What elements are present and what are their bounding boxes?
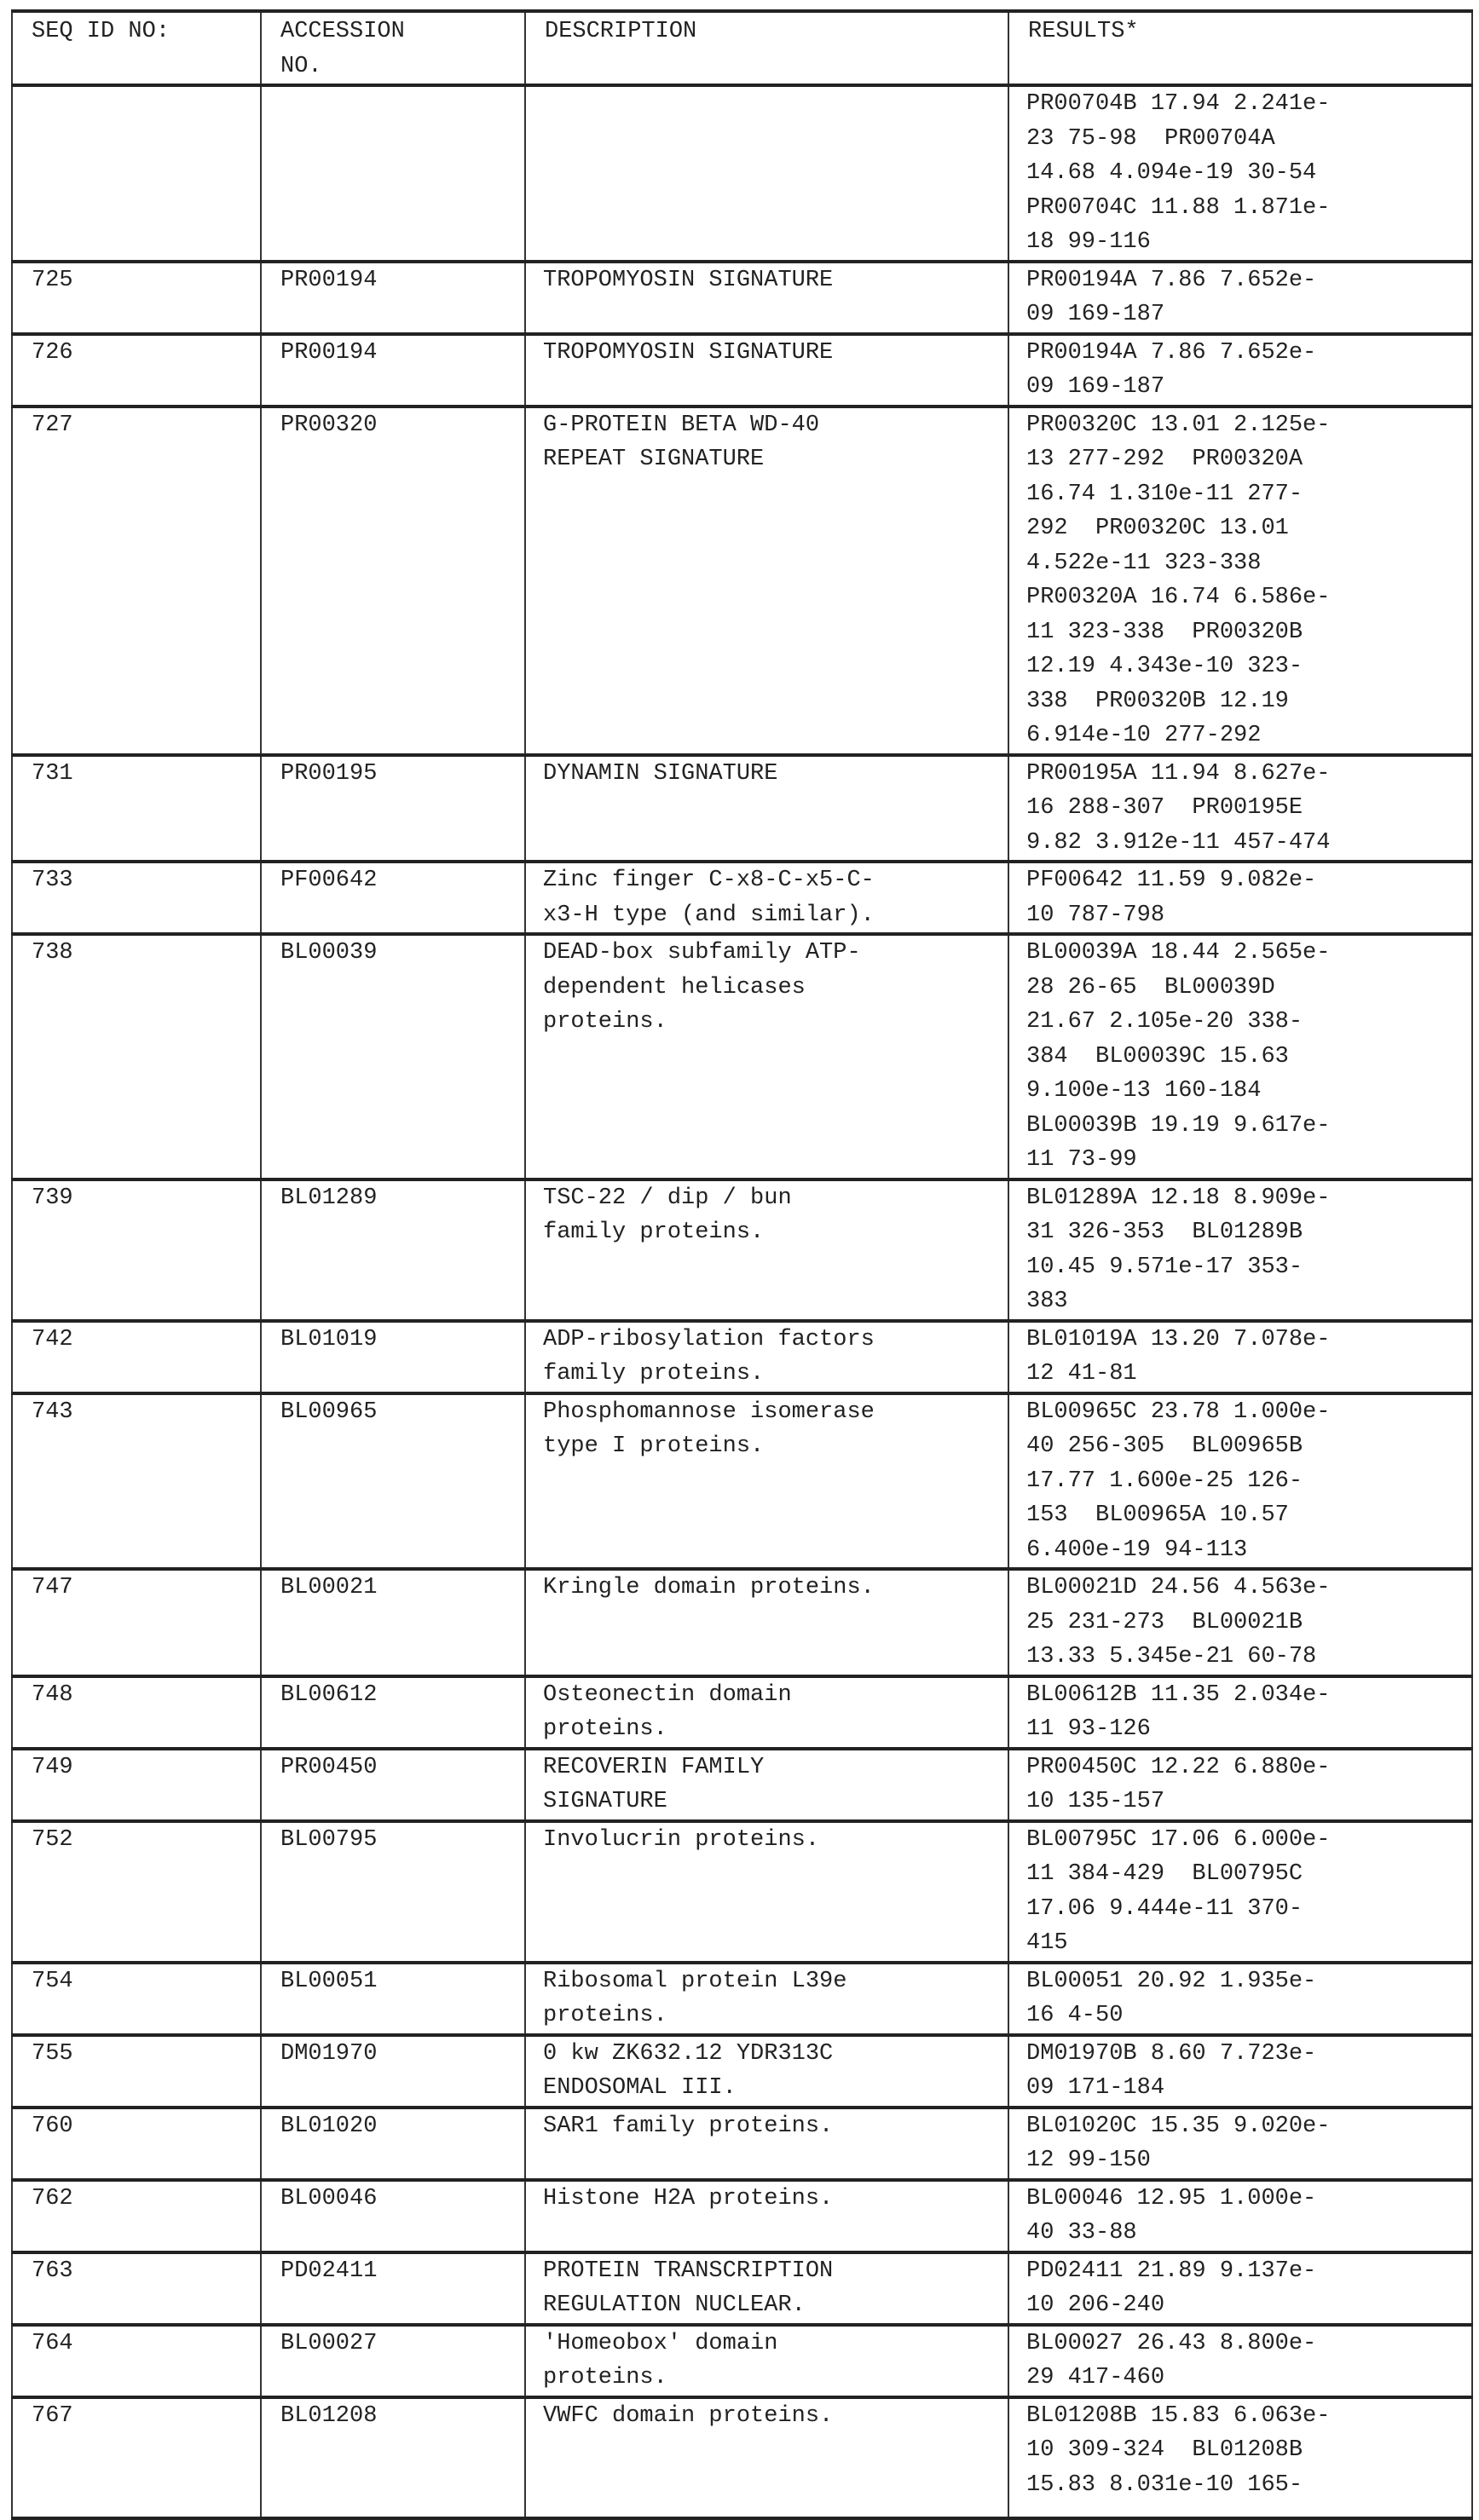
cell-results: BL01019A 13.20 7.078e- 12 41-81 (1008, 1321, 1472, 1393)
table-row (12, 1676, 1472, 1749)
cell-results: BL01020C 15.35 9.020e- 12 99-150 (1008, 2108, 1472, 2180)
cell-seq-id: 742 (12, 1321, 261, 1393)
cell-results: PR00704B 17.94 2.241e- 23 75-98 PR00704A 14.68 4.094e-19 30-54 PR00704C 11.88 1.871e- 18 99-116 (1008, 85, 1472, 262)
table-row (12, 1749, 1472, 1821)
cell-description: VWFC domain proteins. (525, 2397, 1008, 2518)
table-row (12, 755, 1472, 862)
table-row (12, 407, 1472, 755)
cell-seq-id: 731 (12, 755, 261, 862)
cell-accession (261, 85, 525, 262)
cell-results: BL01208B 15.83 6.063e- 10 309-324 BL01208B 15.83 8.031e-10 165- (1008, 2397, 1472, 2518)
sequence-results-table (11, 9, 1473, 2520)
table-row (12, 1963, 1472, 2035)
cell-accession: PR00195 (261, 755, 525, 862)
cell-results: BL00795C 17.06 6.000e- 11 384-429 BL00795C 17.06 9.444e-11 370- 415 (1008, 1821, 1472, 1963)
cell-seq-id: 763 (12, 2252, 261, 2325)
table-row (12, 2180, 1472, 2252)
cell-description: G-PROTEIN BETA WD-40 REPEAT SIGNATURE (525, 407, 1008, 755)
cell-results: PR00195A 11.94 8.627e- 16 288-307 PR00195E 9.82 3.912e-11 457-474 (1008, 755, 1472, 862)
cell-results: PR00194A 7.86 7.652e- 09 169-187 (1008, 334, 1472, 407)
cell-seq-id: 725 (12, 262, 261, 334)
cell-accession: BL01019 (261, 1321, 525, 1393)
cell-description: 'Homeobox' domain proteins. (525, 2325, 1008, 2397)
table-row (12, 862, 1472, 934)
cell-accession: PR00194 (261, 262, 525, 334)
cell-seq-id: 733 (12, 862, 261, 934)
table-row (12, 2108, 1472, 2180)
header-seq-id: SEQ ID NO: (12, 11, 261, 85)
cell-description: Histone H2A proteins. (525, 2180, 1008, 2252)
table-row (12, 1569, 1472, 1676)
table-row (12, 334, 1472, 407)
table-row (12, 2325, 1472, 2397)
cell-description: TROPOMYOSIN SIGNATURE (525, 334, 1008, 407)
cell-seq-id: 739 (12, 1179, 261, 1321)
header-description: DESCRIPTION (525, 11, 1008, 85)
cell-description: Phosphomannose isomerase type I proteins. (525, 1393, 1008, 1570)
cell-results: PR00450C 12.22 6.880e- 10 135-157 (1008, 1749, 1472, 1821)
cell-accession: BL01289 (261, 1179, 525, 1321)
cell-accession: PR00194 (261, 334, 525, 407)
cell-description: DEAD-box subfamily ATP- dependent helicases proteins. (525, 934, 1008, 1179)
cell-seq-id: 752 (12, 1821, 261, 1963)
cell-results: BL00612B 11.35 2.034e- 11 93-126 (1008, 1676, 1472, 1749)
cell-seq-id (12, 85, 261, 262)
cell-results: BL00021D 24.56 4.563e- 25 231-273 BL00021B 13.33 5.345e-21 60-78 (1008, 1569, 1472, 1676)
cell-seq-id: 749 (12, 1749, 261, 1821)
header-results: RESULTS* (1008, 11, 1472, 85)
cell-description: RECOVERIN FAMILY SIGNATURE (525, 1749, 1008, 1821)
cell-results: PR00320C 13.01 2.125e- 13 277-292 PR00320A 16.74 1.310e-11 277- 292 PR00320C 13.01 4.522e-11 323-338 PR00320A 16.74 6.586e- 11 323-338 PR00320B 12.19 4.343e-10 323- 338 PR00320B 12.19 6.914e-10 277-292 (1008, 407, 1472, 755)
cell-accession: BL00795 (261, 1821, 525, 1963)
cell-description: PROTEIN TRANSCRIPTION REGULATION NUCLEAR. (525, 2252, 1008, 2325)
cell-accession: DM01970 (261, 2035, 525, 2108)
cell-seq-id: 743 (12, 1393, 261, 1570)
cell-seq-id: 764 (12, 2325, 261, 2397)
cell-description: DYNAMIN SIGNATURE (525, 755, 1008, 862)
cell-accession: BL01208 (261, 2397, 525, 2518)
cell-seq-id: 755 (12, 2035, 261, 2108)
header-accession: ACCESSION NO. (261, 11, 525, 85)
cell-results: PD02411 21.89 9.137e- 10 206-240 (1008, 2252, 1472, 2325)
cell-seq-id: 748 (12, 1676, 261, 1749)
cell-seq-id: 727 (12, 407, 261, 755)
cell-seq-id: 726 (12, 334, 261, 407)
cell-accession: BL00051 (261, 1963, 525, 2035)
cell-results: BL01289A 12.18 8.909e- 31 326-353 BL01289B 10.45 9.571e-17 353- 383 (1008, 1179, 1472, 1321)
table-row (12, 1321, 1472, 1393)
table-row (12, 85, 1472, 262)
cell-results: BL00027 26.43 8.800e- 29 417-460 (1008, 2325, 1472, 2397)
cell-seq-id: 760 (12, 2108, 261, 2180)
cell-accession: PR00320 (261, 407, 525, 755)
cell-seq-id: 762 (12, 2180, 261, 2252)
cell-results: PF00642 11.59 9.082e- 10 787-798 (1008, 862, 1472, 934)
cell-results: BL00046 12.95 1.000e- 40 33-88 (1008, 2180, 1472, 2252)
cell-accession: PF00642 (261, 862, 525, 934)
cell-accession: PD02411 (261, 2252, 525, 2325)
cell-description: SAR1 family proteins. (525, 2108, 1008, 2180)
table-row (12, 2035, 1472, 2108)
cell-seq-id: 747 (12, 1569, 261, 1676)
table-row (12, 2252, 1472, 2325)
table-row (12, 2397, 1472, 2518)
cell-description: ADP-ribosylation factors family proteins. (525, 1321, 1008, 1393)
cell-accession: BL01020 (261, 2108, 525, 2180)
table-row (12, 262, 1472, 334)
cell-seq-id: 767 (12, 2397, 261, 2518)
cell-description: 0 kw ZK632.12 YDR313C ENDOSOMAL III. (525, 2035, 1008, 2108)
cell-results: BL00039A 18.44 2.565e- 28 26-65 BL00039D 21.67 2.105e-20 338- 384 BL00039C 15.63 9.100e-13 160-184 BL00039B 19.19 9.617e- 11 73-99 (1008, 934, 1472, 1179)
cell-results: DM01970B 8.60 7.723e- 09 171-184 (1008, 2035, 1472, 2108)
table-row (12, 1821, 1472, 1963)
cell-description: Ribosomal protein L39e proteins. (525, 1963, 1008, 2035)
cell-description (525, 85, 1008, 262)
cell-accession: BL00046 (261, 2180, 525, 2252)
cell-seq-id: 738 (12, 934, 261, 1179)
cell-description: TROPOMYOSIN SIGNATURE (525, 262, 1008, 334)
table-row (12, 1179, 1472, 1321)
cell-description: Osteonectin domain proteins. (525, 1676, 1008, 1749)
cell-accession: BL00027 (261, 2325, 525, 2397)
cell-accession: BL00039 (261, 934, 525, 1179)
cell-seq-id: 754 (12, 1963, 261, 2035)
cell-description: Kringle domain proteins. (525, 1569, 1008, 1676)
table-row (12, 934, 1472, 1179)
table-body (12, 85, 1472, 2518)
cell-accession: BL00612 (261, 1676, 525, 1749)
cell-results: PR00194A 7.86 7.652e- 09 169-187 (1008, 262, 1472, 334)
cell-accession: BL00021 (261, 1569, 525, 1676)
table-header-row (12, 11, 1472, 85)
cell-results: BL00965C 23.78 1.000e- 40 256-305 BL00965B 17.77 1.600e-25 126- 153 BL00965A 10.57 6.400e-19 94-113 (1008, 1393, 1472, 1570)
cell-accession: PR00450 (261, 1749, 525, 1821)
cell-results: BL00051 20.92 1.935e- 16 4-50 (1008, 1963, 1472, 2035)
cell-description: TSC-22 / dip / bun family proteins. (525, 1179, 1008, 1321)
table-row (12, 1393, 1472, 1570)
cell-description: Zinc finger C-x8-C-x5-C- x3-H type (and similar). (525, 862, 1008, 934)
cell-accession: BL00965 (261, 1393, 525, 1570)
cell-description: Involucrin proteins. (525, 1821, 1008, 1963)
